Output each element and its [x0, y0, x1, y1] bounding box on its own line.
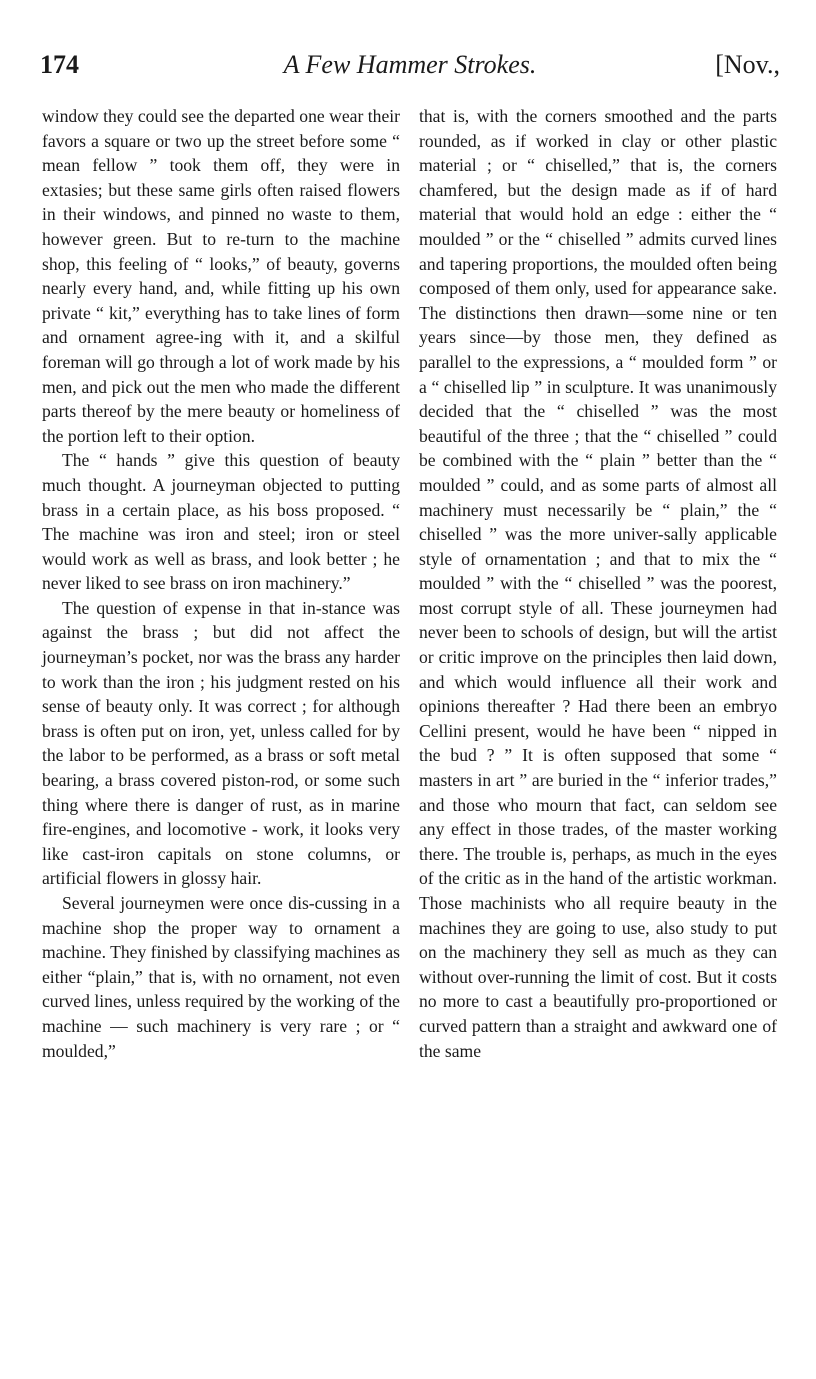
- paragraph: that is, with the corners smoothed and the parts rounded, as if worked in clay or other plastic material ; or “ chiselled,” that is, the corners chamfered, but the design made as if of hard material that would hold an edge : either the “ moulded ” or the “ chiselled ” admits curved lines and tapering proportions, the moulded often being composed of them only, used for appearance sake. The distinctions then drawn—some nine or ten years since—by those men, they defined as parallel to the expressions, a “ moulded form ” or a “ chiselled lip ” in sculpture. It was unanimously decided that the “ chiselled ” was the most beautiful of the three ; that the “ chiselled ” could be combined with the “ plain ” better than the “ moulded ” could, and as some parts of almost all machinery must necessarily be “ plain,” the “ chiselled ” was the more univer-sally applicable style of ornamentation ; and that to mix the “ moulded ” with the “ chiselled ” was the poorest, most corrupt style of all. These journeymen had never been to schools of design, but will the artist or critic improve on the principles then laid down, and which would influence all their work and opinions thereafter ? Had there been an embryo Cellini present, would he have been “ nipped in the bud ? ” It is often supposed that some “ masters in art ” are buried in the “ inferior trades,” and those who mourn that fact, can seldom see any effect in those trades, of the master working there. The trouble is, perhaps, as much in the eyes of the critic as in the hand of the artistic workman. Those machinists who all require beauty in the machines they are going to use, also study to put on the machinery they sell as much as they can without over-running the limit of cost. But it costs no more to cast a beautifully pro-proportioned or curved pattern than a straight and awkward one of the same: [419, 106, 777, 1061]
- page-number: 174: [40, 50, 79, 79]
- running-title: A Few Hammer Strokes.: [283, 50, 537, 79]
- paragraph: Several journeymen were once dis-cussing in a machine shop the proper way to ornament a machine. They finished by classifying machines as either “plain,” that is, with no ornament, not even curved lines, unless required by the working of the machine — such machinery is very rare ; or “ moulded,”: [42, 893, 400, 1061]
- paragraph: The question of expense in that in-stance was against the brass ; but did not affect the journeyman’s pocket, nor was the brass any harder to work than the iron ; his judgment rested on his sense of beauty only. It was correct ; for although brass is often put on iron, yet, unless called for by the labor to be performed, as a brass or soft metal bearing, a brass covered piston-rod, or some such thing where there is danger of rust, as in marine fire-engines, and locomotive - work, it looks very like cast-iron capitals on stone columns, or artificial flowers in glossy hair.: [42, 597, 400, 889]
- left-column: [42, 104, 400, 1063]
- page-header: [40, 50, 780, 90]
- paragraph: window they could see the departed one wear their favors a square or two up the street before some “ mean fellow ” took them off, they were in extasies; but these same girls often raised flowers in their windows, and pinned no waste to them, however green. But to re-turn to the machine shop, this feeling of “ looks,” of beauty, governs nearly every hand, and, while fitting up his own private “ kit,” everything has to take lines of form and ornament agree-ing with it, and a skilful foreman will go through a lot of work made by his men, and pick out the men who made the different parts thereof by the mere beauty or homeliness of the portion left to their option.: [42, 106, 400, 446]
- paragraph: The “ hands ” give this question of beauty much thought. A journeyman objected to putting brass in a certain place, as his boss proposed. “ The machine was iron and steel; iron or steel would work as well as brass, and look better ; he never liked to see brass on iron machinery.”: [42, 450, 400, 594]
- issue-month: [Nov.,: [715, 50, 780, 79]
- right-column: [419, 104, 777, 1063]
